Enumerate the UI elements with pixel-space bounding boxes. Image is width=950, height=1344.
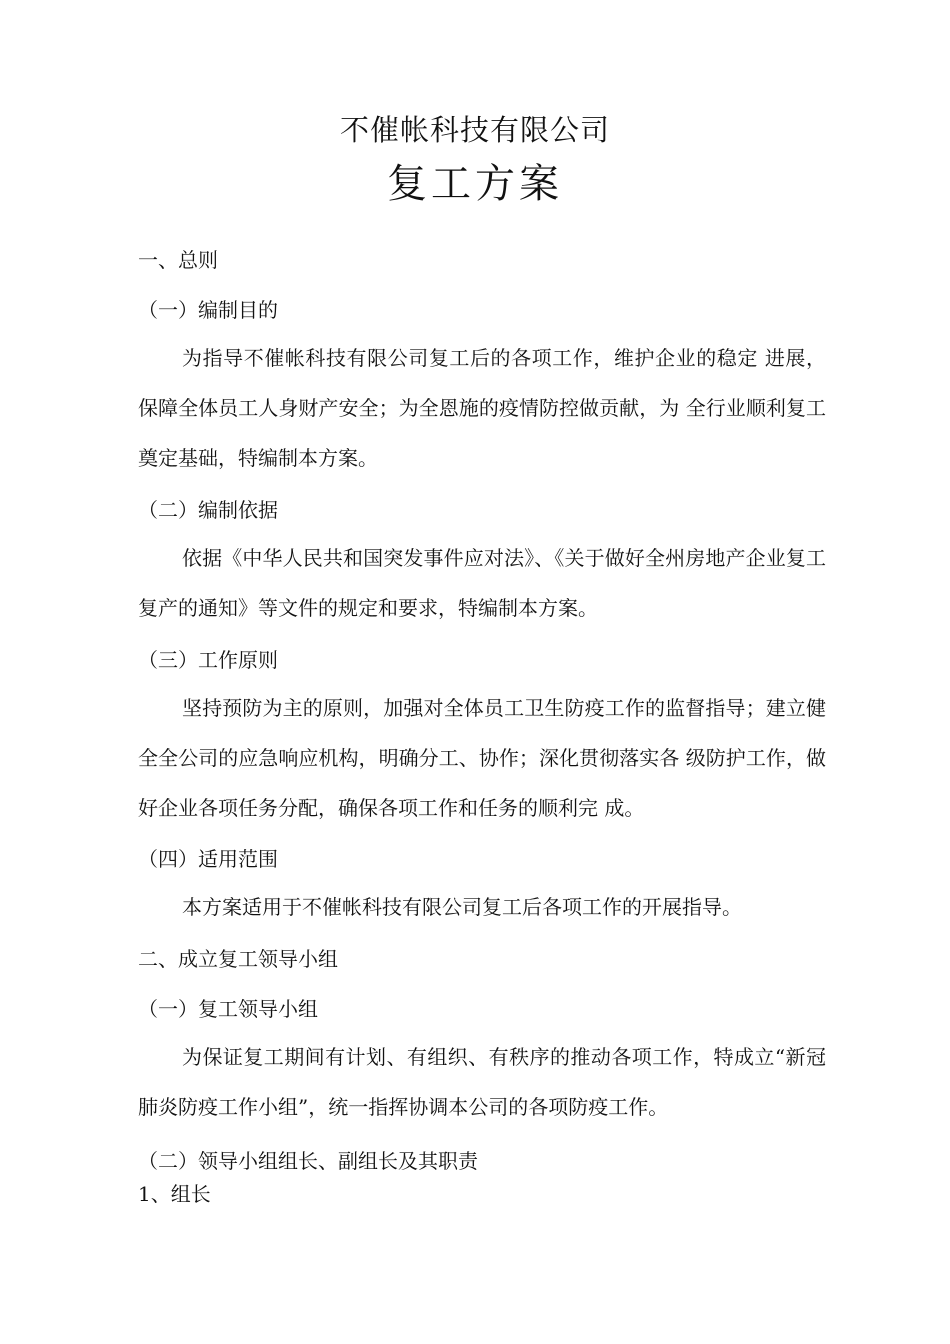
section-2-1-paragraph: 为保证复工期间有计划、有组织、有秩序的推动各项工作，特成立“新冠肺炎防疫工作小组”，统一指挥协调本公司的各项防疫工作。 [138, 1045, 826, 1119]
section-1-4-heading: （四）适用范围 [138, 847, 278, 871]
section-2-1-heading: （一）复工领导小组 [138, 997, 318, 1021]
company-name: 不催帐科技有限公司 [339, 113, 610, 147]
document-title: 复工方案 [387, 161, 563, 207]
section-1-1-paragraph: 为指导不催帐科技有限公司复工后的各项工作，维护企业的稳定 进展，保障全体员工人身财产安全；为全恩施的疫情防控做贡献，为 全行业顺利复工奠定基础，特编制本方案。 [138, 346, 826, 470]
section-1-3-heading: （三）工作原则 [138, 648, 278, 672]
section-2-2-item-1: 1、组长 [138, 1182, 211, 1206]
section-2-heading: 二、成立复工领导小组 [138, 947, 338, 971]
section-1-2-heading: （二）编制依据 [138, 498, 278, 522]
section-1-2-paragraph: 依据《中华人民共和国突发事件应对法》、《关于做好全州房地产企业复工复产的通知》等文件的规定和要求，特编制本方案。 [138, 546, 826, 620]
section-2-2-heading: （二）领导小组组长、副组长及其职责 [138, 1149, 478, 1173]
section-1-3-paragraph: 坚持预防为主的原则，加强对全体员工卫生防疫工作的监督指导；建立健全全公司的应急响应机构，明确分工、协作；深化贯彻落实各 级防护工作，做好企业各项任务分配，确保各项工作和任务的顺利完 成。 [138, 696, 826, 820]
section-1-heading: 一、总则 [138, 248, 218, 272]
section-1-4-paragraph: 本方案适用于不催帐科技有限公司复工后各项工作的开展指导。 [182, 895, 742, 919]
section-1-1-heading: （一）编制目的 [138, 298, 278, 322]
